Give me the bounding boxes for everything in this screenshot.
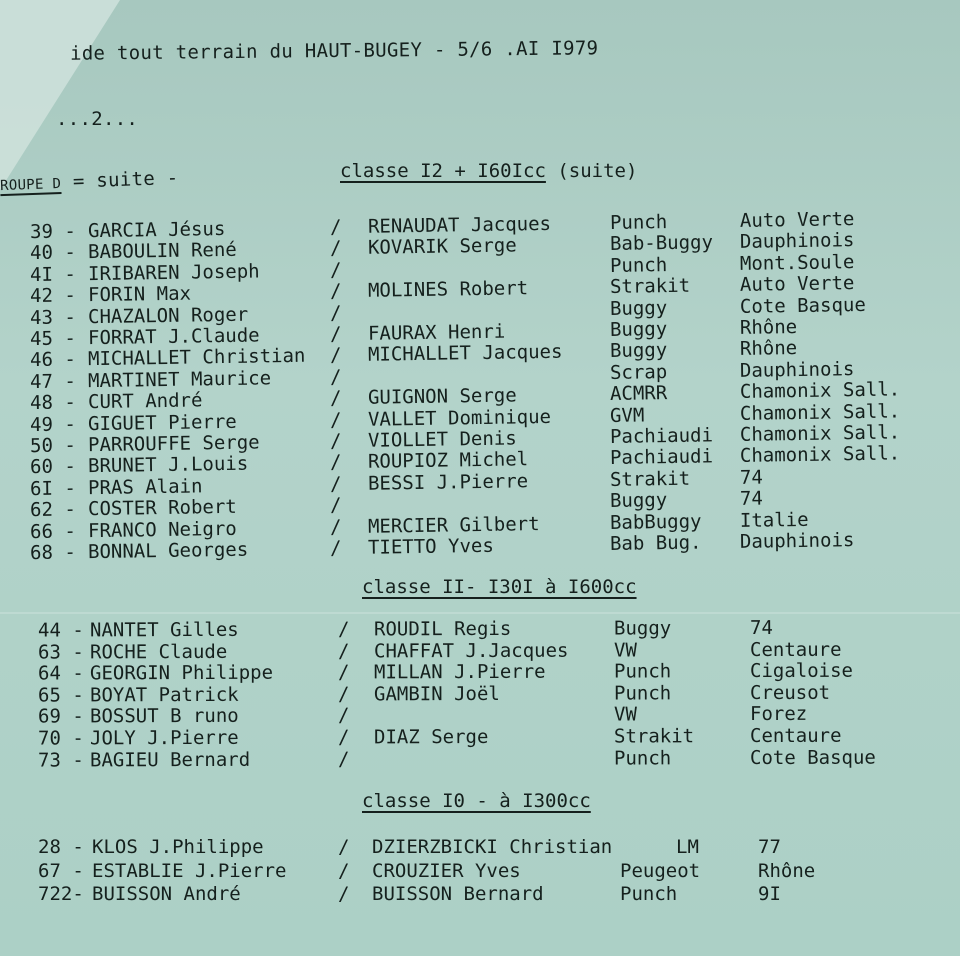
cell-codriver: FAURAX Henri — [367, 320, 506, 345]
cell-car: ACMRR — [609, 382, 668, 406]
cell-driver: CHAZALON Roger — [87, 303, 249, 328]
cell-sep: / — [338, 859, 350, 882]
cell-club: Cigaloise — [749, 659, 853, 683]
cell-sep: / — [329, 323, 342, 346]
cell-driver: MARTINET Maurice — [87, 367, 272, 392]
cell-num: 66 - — [29, 519, 76, 543]
cell-num: 6I - — [29, 477, 76, 500]
cell-num: 48 - — [29, 391, 76, 415]
cell-club: Creusot — [749, 681, 831, 704]
cell-club: Centaure — [749, 724, 842, 748]
cell-car: VW — [613, 703, 637, 726]
cell-codriver: MILLAN J.Pierre — [373, 660, 546, 684]
cell-driver: BUISSON André — [92, 883, 241, 905]
table-row — [0, 883, 960, 905]
cell-car: Punch — [613, 660, 672, 683]
cell-driver: ROCHE Claude — [89, 640, 228, 663]
paper-crease — [0, 612, 960, 614]
cell-club: 9I — [758, 883, 781, 905]
cell-club: 74 — [739, 466, 764, 489]
cell-driver: KLOS J.Philippe — [92, 836, 264, 858]
cell-club: Dauphinois — [739, 229, 855, 254]
cell-club: Auto Verte — [739, 272, 855, 297]
cell-driver: NANTET Gilles — [89, 618, 239, 642]
cell-car: Scrap — [609, 360, 668, 384]
cell-num: 50 - — [29, 434, 76, 458]
cell-car: Strakit — [609, 274, 691, 299]
cell-sep: / — [337, 704, 350, 727]
cell-codriver: BUISSON Bernard — [372, 883, 544, 905]
section-title-1 — [340, 160, 637, 182]
cell-num: 28 - — [38, 836, 84, 858]
cell-club: Chamonix Sall. — [739, 421, 901, 446]
cell-sep: / — [329, 387, 342, 410]
cell-num: 45 - — [29, 327, 76, 351]
cell-driver: FRANCO Neigro — [87, 517, 237, 542]
table-row — [0, 746, 960, 771]
cell-car: Punch — [609, 211, 668, 234]
cell-driver: GEORGIN Philippe — [89, 661, 274, 685]
cell-num: 39 - — [29, 220, 76, 244]
cell-num: 42 - — [29, 284, 76, 308]
page-marker: ...2... — [56, 108, 139, 130]
cell-codriver: DIAZ Serge — [373, 725, 489, 749]
cell-num: 47 - — [29, 370, 76, 393]
cell-num: 67 - — [38, 859, 84, 882]
cell-sep: / — [337, 661, 350, 684]
cell-car: VW — [613, 639, 637, 662]
cell-car: Bab Bug. — [609, 531, 702, 555]
cell-num: 49 - — [29, 412, 76, 436]
cell-codriver: ROUDIL Regis — [373, 617, 512, 641]
cell-sep: / — [337, 640, 350, 663]
cell-codriver: CROUZIER Yves — [372, 859, 521, 882]
cell-codriver: GAMBIN Joël — [373, 682, 500, 706]
cell-codriver: GUIGNON Serge — [367, 384, 517, 409]
cell-club: Italie — [739, 508, 809, 532]
section-title: classe I0 - à I300cc — [362, 790, 591, 812]
cell-car: Bab-Buggy — [609, 231, 714, 256]
cell-club: 74 — [749, 616, 773, 640]
cell-driver: FORRAT J.Claude — [87, 324, 260, 350]
cell-car: BabBuggy — [609, 510, 702, 534]
cell-num: 70 - — [37, 727, 84, 750]
cell-driver: BAGIEU Bernard — [89, 748, 251, 771]
cell-driver: MICHALLET Christian — [87, 345, 306, 371]
cell-car: Peugeot — [620, 859, 701, 882]
cell-sep: / — [337, 683, 350, 706]
cell-car: Punch — [609, 253, 668, 277]
section-title-suffix: (suite) — [557, 160, 638, 182]
cell-club: Cote Basque — [739, 293, 866, 318]
cell-club: Chamonix Sall. — [739, 399, 901, 425]
cell-club: Rhône — [739, 316, 798, 339]
cell-num: 40 - — [29, 241, 76, 265]
cell-driver: CURT André — [87, 389, 203, 414]
cell-driver: IRIBAREN Joseph — [87, 260, 260, 285]
cell-club: Dauphinois — [739, 529, 855, 553]
cell-driver: BOSSUT B runo — [89, 705, 239, 728]
cell-codriver: DZIERZBICKI Christian — [372, 836, 613, 858]
folded-corner — [0, 0, 120, 190]
cell-num: 43 - — [29, 305, 76, 329]
cell-car: Punch — [613, 746, 672, 770]
cell-codriver: VALLET Dominique — [367, 405, 552, 431]
cell-sep: / — [329, 408, 342, 431]
cell-codriver: MOLINES Robert — [367, 277, 529, 302]
cell-club: 74 — [739, 487, 764, 511]
cell-num: 44 - — [37, 619, 84, 642]
cell-num: 64 - — [37, 662, 84, 685]
cell-sep: / — [329, 280, 342, 303]
table-row — [0, 860, 960, 882]
cell-sep: / — [338, 883, 350, 905]
cell-sep: / — [329, 237, 342, 260]
cell-club: Rhône — [739, 337, 798, 361]
cell-club: Forez — [749, 703, 808, 726]
cell-sep: / — [337, 726, 350, 749]
cell-car: Buggy — [609, 489, 668, 513]
cell-sep: / — [329, 301, 342, 324]
cell-num: 68 - — [29, 541, 76, 565]
cell-sep: / — [337, 748, 350, 771]
cell-car: Buggy — [609, 318, 668, 341]
cell-sep: / — [329, 344, 342, 367]
cell-sep: / — [329, 451, 342, 474]
section-title: classe I2 + I60Icc — [340, 160, 546, 182]
cell-sep: / — [329, 216, 342, 239]
cell-club: Auto Verte — [739, 208, 855, 232]
cell-driver: GARCIA Jésus — [87, 218, 226, 243]
cell-driver: BRUNET J.Louis — [87, 453, 249, 478]
cell-codriver: KOVARIK Serge — [367, 234, 517, 260]
cell-club: Cote Basque — [749, 746, 876, 769]
document-title: ide tout terrain du HAUT-BUGEY - 5/6 .AI I979 — [69, 37, 599, 65]
cell-codriver: CHAFFAT J.Jacques — [373, 639, 569, 662]
cell-num: 63 - — [37, 640, 84, 664]
cell-car: Buggy — [613, 617, 672, 640]
cell-club: Dauphinois — [739, 357, 855, 382]
cell-driver: ESTABLIE J.Pierre — [92, 859, 287, 882]
group-suffix: = suite - — [72, 166, 179, 193]
cell-sep: / — [329, 472, 342, 496]
table-row — [0, 836, 960, 858]
cell-sep: / — [338, 836, 350, 858]
cell-num: 60 - — [29, 455, 76, 479]
cell-sep: / — [337, 618, 350, 641]
cell-driver: PRAS Alain — [87, 475, 203, 499]
cell-sep: / — [329, 537, 342, 560]
cell-sep: / — [329, 365, 342, 389]
cell-codriver: RENAUDAT Jacques — [367, 212, 552, 238]
cell-codriver: TIETTO Yves — [367, 534, 495, 559]
cell-club: Chamonix Sall. — [739, 442, 901, 468]
cell-num: 65 - — [37, 684, 84, 707]
cell-codriver: BESSI J.Pierre — [367, 470, 529, 495]
cell-num: 69 - — [37, 705, 84, 728]
cell-sep: / — [329, 515, 342, 538]
cell-num: 62 - — [29, 498, 76, 522]
cell-driver: BOYAT Patrick — [89, 683, 239, 707]
cell-num: 4I - — [29, 263, 76, 286]
cell-club: Centaure — [749, 638, 842, 661]
cell-codriver: VIOLLET Denis — [367, 427, 517, 452]
cell-car: Punch — [613, 682, 672, 705]
cell-car: LM — [676, 836, 699, 858]
cell-num: 46 - — [29, 348, 76, 372]
cell-car: GVM — [609, 404, 645, 427]
cell-car: Pachiaudi — [609, 424, 714, 448]
cell-car: Strakit — [609, 467, 691, 491]
cell-club: Mont.Soule — [739, 250, 855, 275]
cell-driver: BABOULIN René — [87, 239, 237, 264]
cell-num: 73 - — [37, 748, 84, 772]
cell-car: Buggy — [609, 296, 668, 320]
cell-driver: JOLY J.Pierre — [89, 726, 239, 750]
cell-club: Rhône — [758, 859, 816, 882]
cell-driver: FORIN Max — [87, 282, 192, 307]
cell-num: 722- — [38, 883, 84, 905]
cell-driver: PARROUFFE Serge — [87, 431, 260, 457]
cell-sep: / — [329, 258, 342, 282]
cell-club: 77 — [758, 836, 781, 858]
cell-driver: GIGUET Pierre — [87, 410, 237, 435]
cell-car: Strakit — [613, 725, 695, 748]
section-title-2 — [362, 576, 637, 598]
cell-codriver: MERCIER Gilbert — [367, 512, 540, 538]
cell-codriver: MICHALLET Jacques — [367, 341, 563, 367]
section-title: classe II- I30I à I600cc — [362, 576, 637, 598]
cell-codriver: ROUPIOZ Michel — [367, 448, 529, 474]
cell-sep: / — [329, 430, 342, 453]
cell-sep: / — [329, 494, 342, 517]
cell-club: Chamonix Sall. — [739, 378, 901, 404]
cell-driver: BONNAL Georges — [87, 538, 249, 564]
cell-car: Pachiaudi — [609, 445, 714, 470]
cell-car: Punch — [620, 883, 678, 905]
cell-driver: COSTER Robert — [87, 496, 237, 521]
cell-car: Buggy — [609, 339, 668, 363]
section-title-3 — [362, 790, 591, 812]
group-label: ROUPE D — [0, 175, 62, 195]
